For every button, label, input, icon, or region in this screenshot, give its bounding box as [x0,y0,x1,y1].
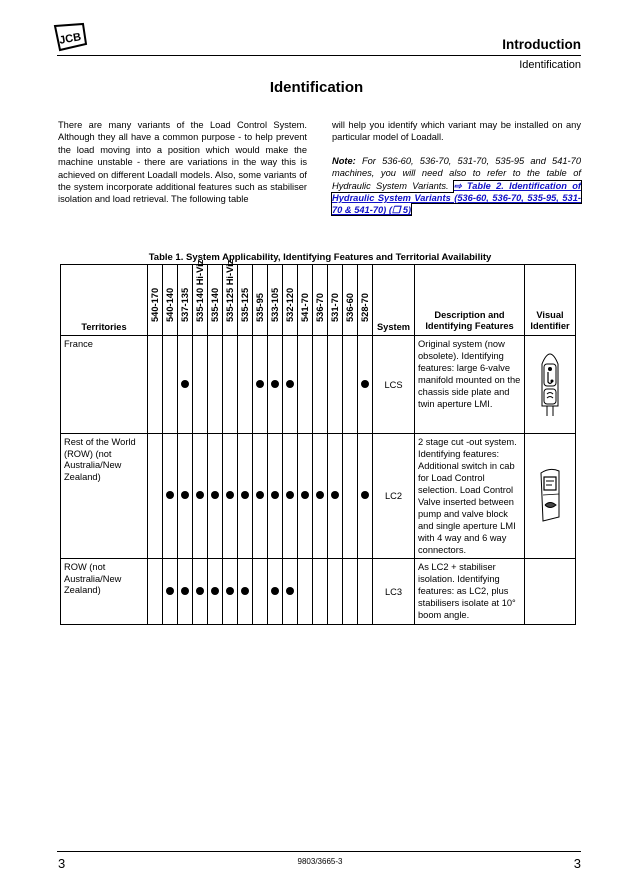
header-model: 535-125 [238,265,253,336]
system-applicability-table [60,259,576,625]
applicability-cell [253,559,268,625]
applicability-cell [208,434,223,559]
description-cell: Original system (now obsolete). Identifying features: large 6-valve manifold mounted on the chassis side plate and twin aperture LMI. [415,336,525,434]
header-model: 535-140 Hi-Viz [193,265,208,336]
applicable-dot-icon [361,380,369,388]
table-row [61,336,576,434]
territory-cell: ROW (not Australia/New Zealand) [61,559,148,625]
jcb-logo [52,22,88,52]
twin-aperture-lmi-icon [539,416,561,426]
applicability-cell [358,559,373,625]
header-model: 536-60 [343,265,358,336]
applicable-dot-icon [271,491,279,499]
applicability-cell [358,434,373,559]
table-row [61,559,576,625]
applicable-dot-icon [241,587,249,595]
header-model: 535-95 [253,265,268,336]
section-title: Introduction [502,37,581,52]
applicable-dot-icon [166,587,174,595]
header-model: 531-70 [328,265,343,336]
applicable-dot-icon [211,587,219,595]
applicability-cell [253,336,268,434]
applicability-cell [163,559,178,625]
system-cell: LC2 [373,434,415,559]
visual-identifier-cell [525,559,576,625]
applicable-dot-icon [271,587,279,595]
applicable-dot-icon [316,491,324,499]
applicability-cell [268,336,283,434]
subsection-title: Identification [519,59,581,71]
header-model: 536-70 [313,265,328,336]
applicability-cell [313,336,328,434]
applicability-cell [253,434,268,559]
header-model: 535-125 Hi-Viz [223,265,238,336]
svg-text:JCB: JCB [58,31,83,47]
applicable-dot-icon [241,491,249,499]
applicability-cell [193,336,208,434]
page-title: Identification [269,79,364,96]
applicability-cell [283,336,298,434]
document-number: 9803/3665-3 [297,857,343,866]
page-number-right: 3 [573,856,581,871]
single-aperture-lmi-icon [537,515,563,525]
header-model: 537-135 [178,265,193,336]
applicable-dot-icon [256,380,264,388]
applicable-dot-icon [271,380,279,388]
header-model: 541-70 [298,265,313,336]
applicability-cell [148,559,163,625]
intro-column-right [332,119,581,217]
intro-paragraph-left: There are many variants of the Load Control System. Although they all have a common purpose - to help prevent the load moving into a position which would make the machine unstable - there are variations in the way this is achieved on different Loadall models. Also, some variants of the system incorporate additional features such as stabiliser isolation and load retrieval. The following table [58,120,307,205]
applicability-cell [193,559,208,625]
visual-identifier-cell [525,434,576,559]
applicability-cell [223,559,238,625]
applicability-cell [283,559,298,625]
header-description: Description and Identifying Features [415,265,525,336]
system-cell: LC3 [373,559,415,625]
applicable-dot-icon [181,380,189,388]
table-row [61,434,576,559]
applicability-cell [208,336,223,434]
applicability-cell [223,434,238,559]
applicable-dot-icon [331,491,339,499]
description-cell: As LC2 + stabiliser isolation. Identifying features: as LC2, plus stabilisers isolate at 10° boom angle. [415,559,525,625]
applicability-cell [223,336,238,434]
applicable-dot-icon [361,491,369,499]
applicability-cell [298,559,313,625]
applicable-dot-icon [286,587,294,595]
applicability-cell [283,434,298,559]
header-model: 535-140 [208,265,223,336]
header-model: 533-105 [268,265,283,336]
applicable-dot-icon [301,491,309,499]
table-header-row [61,265,576,336]
applicability-cell [148,434,163,559]
applicability-cell [238,336,253,434]
note-label: Note: [332,155,356,166]
applicable-dot-icon [181,587,189,595]
header-rule [57,55,581,56]
table-2-link[interactable]: ⇨ Table 2. Identification of Hydraulic System Variants (536-60, 536-70, 535-95, 531-70 & 541-70) (❐ 5) [332,180,581,216]
applicability-cell [163,336,178,434]
applicability-cell [343,434,358,559]
applicability-cell [238,559,253,625]
header-visual-identifier: Visual Identifier [525,265,576,336]
header-model: 540-170 [148,265,163,336]
footer-rule [57,851,581,852]
applicability-cell [298,434,313,559]
applicability-cell [313,559,328,625]
applicable-dot-icon [196,491,204,499]
applicability-cell [358,336,373,434]
applicable-dot-icon [181,491,189,499]
applicability-cell [343,559,358,625]
applicability-cell [328,336,343,434]
applicability-cell [238,434,253,559]
intro-paragraph-right: will help you identify which variant may be installed on any particular model of Loadall. [332,120,581,143]
applicability-cell [328,559,343,625]
applicable-dot-icon [166,491,174,499]
applicability-cell [178,336,193,434]
applicability-cell [148,336,163,434]
note [332,155,581,217]
applicable-dot-icon [286,491,294,499]
applicability-cell [268,559,283,625]
page-number-left: 3 [58,856,66,871]
applicable-dot-icon [226,491,234,499]
description-cell: 2 stage cut -out system. Identifying features: Additional switch in cab for Load Control selection. Load Control Valve inserted between pump and valve block and single aperture LMI with 4 way and 6 way connectors. [415,434,525,559]
header-model: 528-70 [358,265,373,336]
applicability-cell [313,434,328,559]
table-caption: Table 1. System Applicability, Identifying Features and Territorial Availability [148,252,492,263]
territory-cell: France [61,336,148,434]
territory-cell: Rest of the World (ROW) (not Australia/New Zealand) [61,434,148,559]
note-text: For 536-60, 536-70, 531-70, 535-95 and 541-70 machines, you will need also to refer to the table of Hydraulic System Variants. [332,155,581,191]
system-cell: LCS [373,336,415,434]
visual-identifier-cell [525,336,576,434]
applicable-dot-icon [256,491,264,499]
header-model: 532-120 [283,265,298,336]
applicability-cell [298,336,313,434]
applicability-cell [178,434,193,559]
applicable-dot-icon [196,587,204,595]
applicability-cell [208,559,223,625]
applicability-cell [163,434,178,559]
applicable-dot-icon [211,491,219,499]
header-territories: Territories [61,265,148,336]
applicability-cell [343,336,358,434]
applicability-cell [193,434,208,559]
header-system: System [373,265,415,336]
applicability-cell [178,559,193,625]
applicability-cell [328,434,343,559]
applicable-dot-icon [226,587,234,595]
header-model: 540-140 [163,265,178,336]
applicability-cell [268,434,283,559]
applicable-dot-icon [286,380,294,388]
